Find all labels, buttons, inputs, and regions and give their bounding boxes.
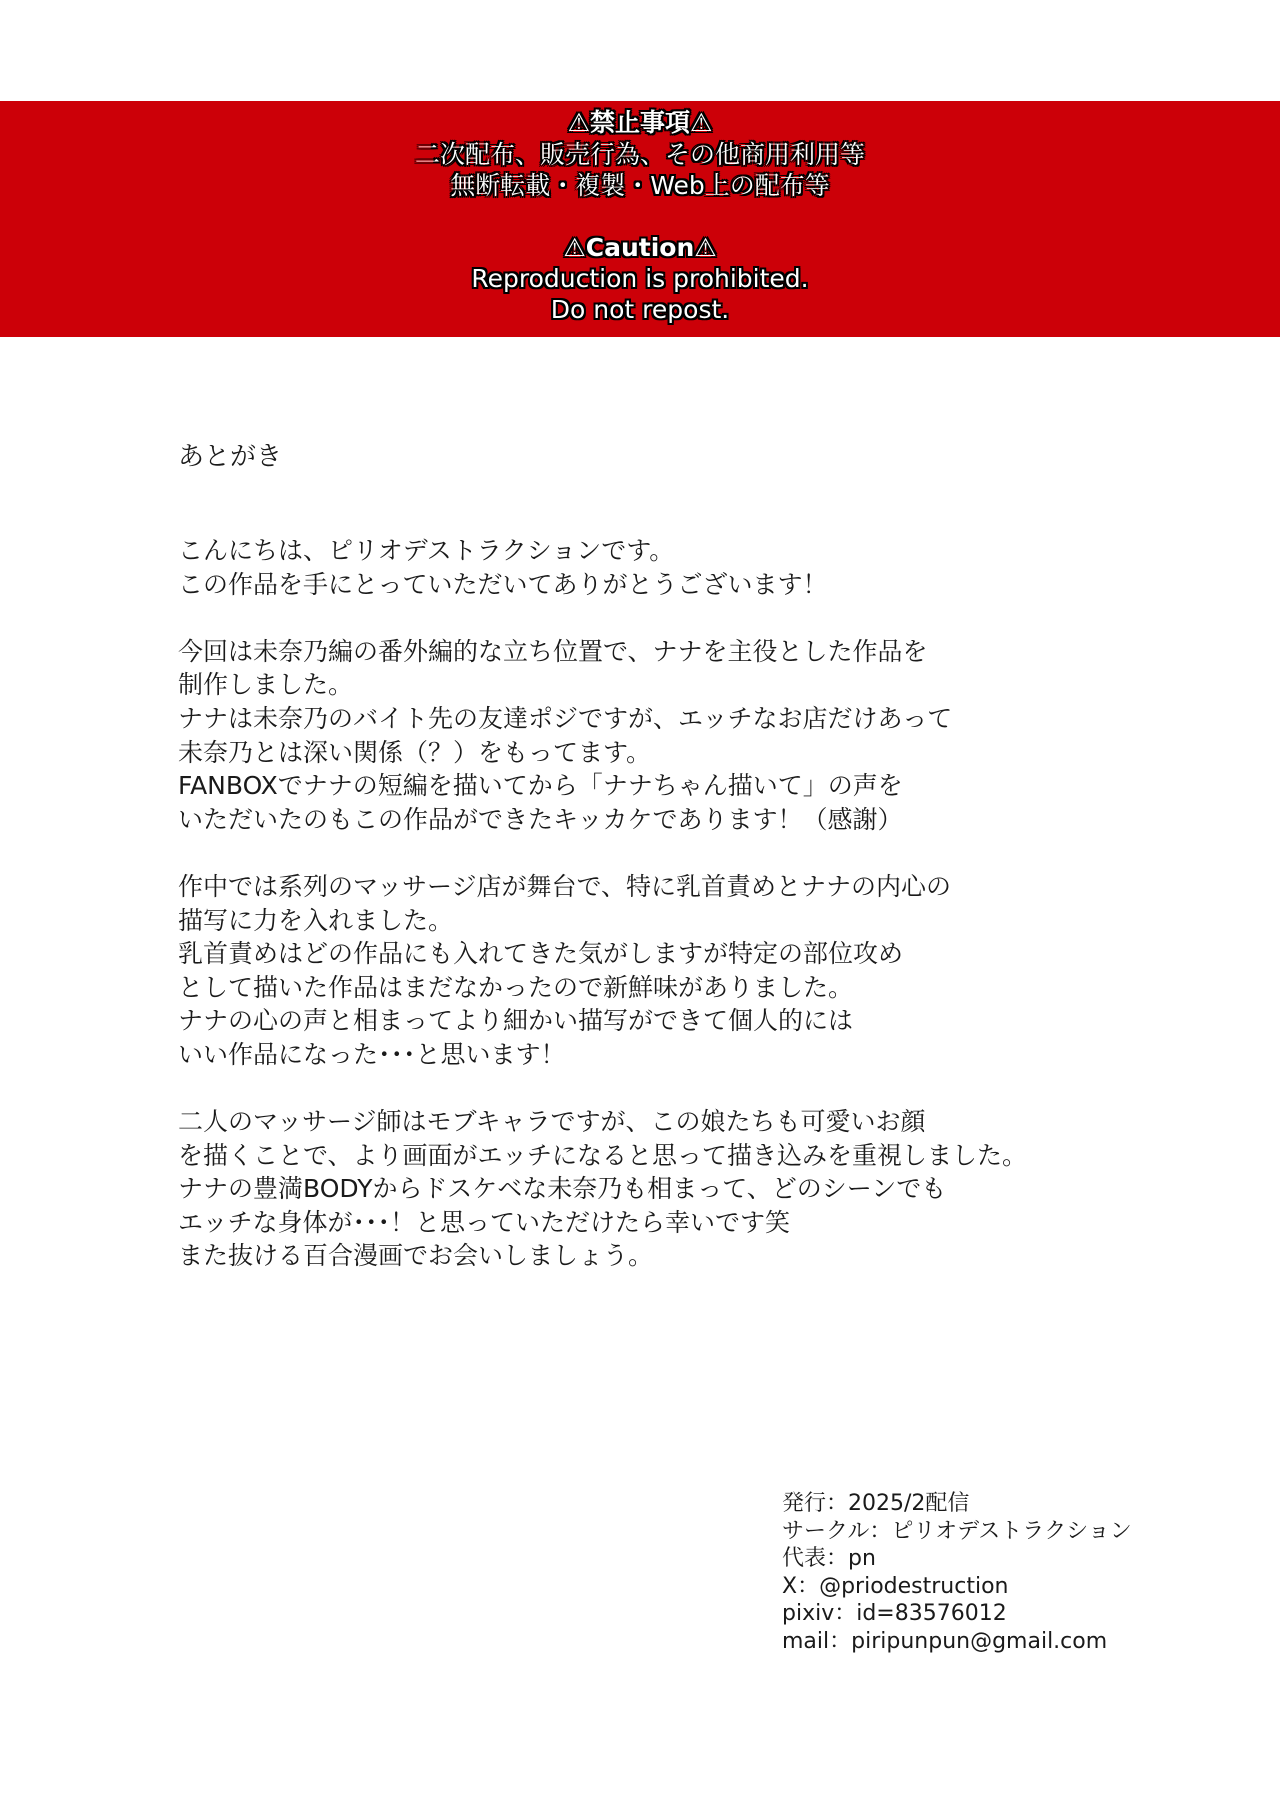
colophon-line: pixiv：id=83576012 [782, 1601, 1007, 1627]
colophon-line: 代表：pn [782, 1546, 876, 1572]
en-caution-line-1: Reproduction is prohibited. [471, 264, 809, 293]
afterword-line: として描いた作品はまだなかったので新鮮味がありました。 [178, 972, 854, 1002]
afterword-paragraph [178, 635, 1027, 837]
afterword-line: 今回は未奈乃編の番外編的な立ち位置で、ナナを主役とした作品を [178, 636, 928, 666]
afterword-line: いい作品になった･･･と思います！ [178, 1039, 566, 1069]
afterword-line: エッチな身体が･･･！と思っていただけたら幸いです笑 [178, 1207, 791, 1237]
afterword-line: いただいたのもこの作品ができたキッカケであります！（感謝） [178, 804, 903, 834]
afterword-line: 作中では系列のマッサージ店が舞台で、特に乳首責めとナナの内心の [178, 871, 952, 901]
jp-warning-heading: ⚠禁止事項⚠ [567, 108, 713, 137]
en-caution-heading: ⚠Caution⚠ [563, 233, 717, 262]
afterword-paragraph [178, 870, 1027, 1072]
afterword-paragraph [178, 1105, 1027, 1273]
colophon-line: サークル：ピリオデストラクション [782, 1518, 1132, 1544]
colophon-line: mail：piripunpun@gmail.com [782, 1628, 1108, 1654]
afterword-line: ナナの豊満BODYからドスケベな未奈乃も相まって、どのシーンでも [178, 1174, 947, 1204]
afterword-line: 制作しました。 [178, 670, 354, 700]
afterword-line: ナナは未奈乃のバイト先の友達ポジですが、エッチなお店だけあって [178, 703, 953, 733]
afterword-line: 未奈乃とは深い関係（？）をもってます。 [178, 737, 652, 767]
afterword-line: 描写に力を入れました。 [178, 905, 454, 935]
afterword-line: を描くことで、より画面がエッチになると思って描き込みを重視しました。 [178, 1140, 1028, 1170]
afterword-line: こんにちは、ピリオデストラクションです。 [178, 536, 675, 565]
afterword-line: ナナの心の声と相まってより細かい描写ができて個人的には [178, 1006, 854, 1036]
afterword-line: この作品を手にとっていただいてありがとうございます！ [178, 569, 828, 599]
afterword-line: また抜ける百合漫画でお会いしましょう。 [178, 1241, 654, 1271]
jp-warning-line-2: 無断転載・複製・Web上の配布等 [450, 171, 830, 200]
colophon-line: X：@priodestruction [782, 1573, 1009, 1599]
afterword-paragraph [178, 534, 1027, 601]
afterword-title: あとがき [178, 442, 283, 472]
afterword-line: 二人のマッサージ師はモブキャラですが、この娘たちも可愛いお顔 [178, 1107, 926, 1137]
afterword-line: 乳首責めはどの作品にも入れてきた気がしますが特定の部位攻め [178, 939, 904, 969]
colophon-line: 発行：2025/2配信 [782, 1491, 970, 1516]
en-caution-line-2: Do not repost. [550, 295, 730, 324]
jp-warning-line-1: 二次配布、販売行為、その他商用利用等 [414, 140, 865, 169]
warning-banner [0, 101, 1280, 337]
colophon [782, 1490, 1132, 1656]
afterword-line: FANBOXでナナの短編を描いてから「ナナちゃん描いて」の声を [178, 771, 903, 801]
afterword-body [178, 534, 1027, 1307]
